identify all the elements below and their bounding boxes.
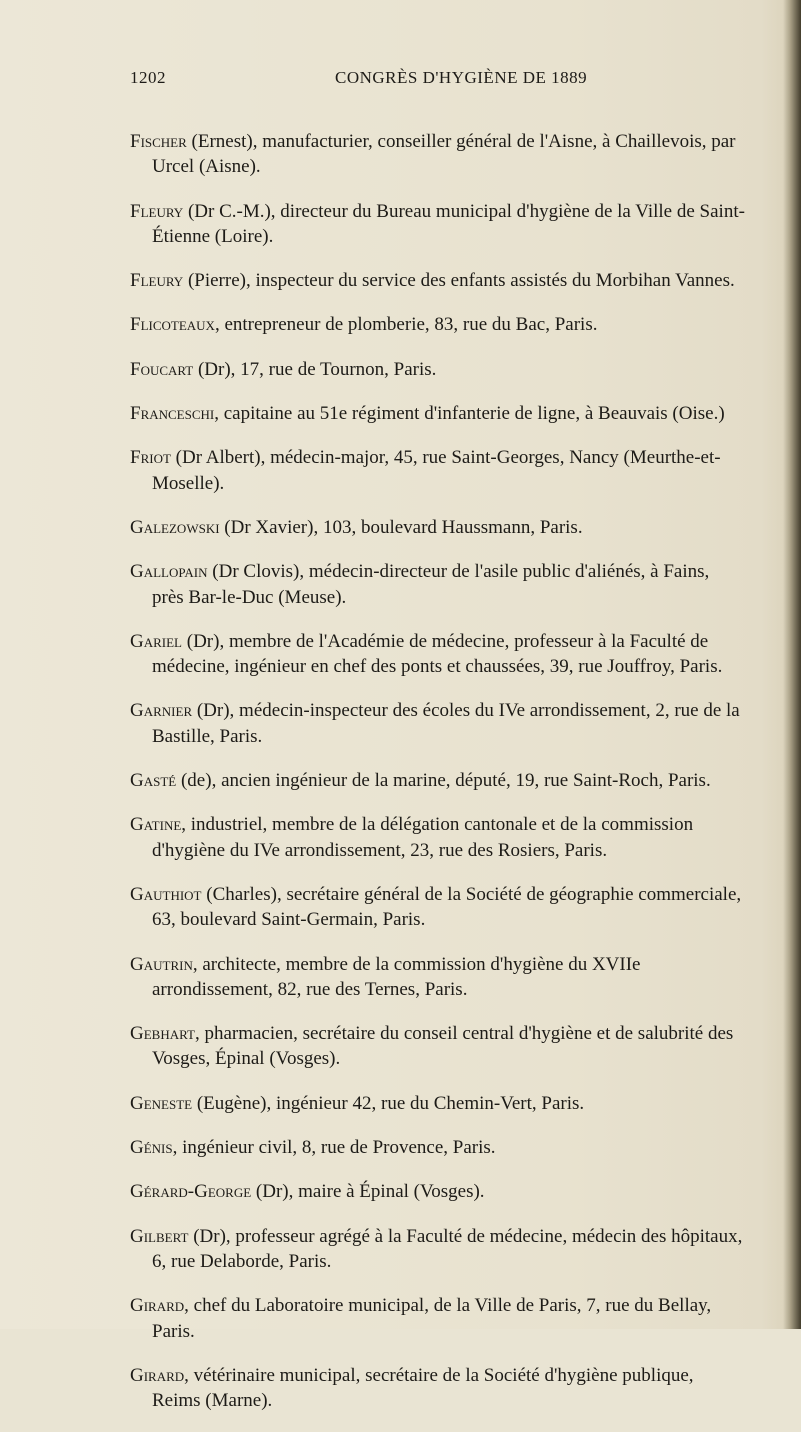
list-item <box>130 1179 745 1204</box>
list-item <box>130 312 745 337</box>
member-details: (Dr), maire à Épinal (Vosges). <box>251 1181 485 1203</box>
member-name: Gauthiot <box>130 883 202 905</box>
member-name: Fleury <box>130 200 184 222</box>
member-name: Geneste <box>130 1092 193 1114</box>
list-item <box>130 559 745 610</box>
list-item <box>130 1021 745 1072</box>
member-name: Génis <box>130 1137 173 1159</box>
member-details: , pharmacien, secrétaire du conseil central d'hygiène et de salubrité des Vosges, Épinal (Vosges). <box>152 1023 734 1070</box>
member-name: Gasté <box>130 770 177 792</box>
member-name: Franceschi <box>130 403 215 425</box>
list-item <box>130 812 745 863</box>
member-details: , vétérinaire municipal, secrétaire de la Société d'hygiène publique, Reims (Marne). <box>152 1364 694 1412</box>
member-details: (de), ancien ingénieur de la marine, député, 19, rue Saint-Roch, Paris. <box>176 770 711 792</box>
member-details: , ingénieur civil, 8, rue de Provence, Paris. <box>172 1137 496 1159</box>
member-name: Girard <box>130 1364 185 1386</box>
list-item <box>130 698 745 749</box>
list-item <box>130 1135 745 1160</box>
member-details: (Ernest), manufacturier, conseiller général de l'Aisne, à Chaillevois, par Urcel (Aisne). <box>152 131 736 178</box>
list-item <box>130 199 745 250</box>
list-item <box>130 1224 745 1275</box>
list-item <box>130 515 745 540</box>
member-details: , industriel, membre de la délégation cantonale et de la commission d'hygiène du IVe arrondissement, 23, rue des Rosiers, Paris. <box>152 814 694 861</box>
member-details: , chef du Laboratoire municipal, de la Ville de Paris, 7, rue du Bellay, Paris. <box>152 1295 712 1342</box>
member-details: (Dr), 17, rue de Tournon, Paris. <box>193 358 437 380</box>
member-name: Friot <box>130 447 171 469</box>
member-details: (Eugène), ingénieur 42, rue du Chemin-Vert, Paris. <box>192 1092 585 1114</box>
running-title: CONGRÈS D'HYGIÈNE DE 1889 <box>335 68 588 87</box>
member-list <box>130 110 745 1432</box>
member-details: , architecte, membre de la commission d'hygiène du XVIIe arrondissement, 82, rue des Ternes, Paris. <box>152 953 641 1000</box>
member-details: (Dr Albert), médecin-major, 45, rue Saint-Georges, Nancy (Meurthe-et-Moselle). <box>152 447 721 494</box>
member-details: (Dr Clovis), médecin-directeur de l'asile public d'aliénés, à Fains, près Bar-le-Duc (Meuse). <box>152 561 710 608</box>
member-name: Gallopain <box>130 561 208 583</box>
list-item <box>130 357 745 382</box>
member-name: Gariel <box>130 630 182 652</box>
list-item <box>130 952 745 1003</box>
member-details: (Dr), professeur agrégé à la Faculté de médecine, médecin des hôpitaux, 6, rue Delaborde, Paris. <box>152 1225 743 1272</box>
member-name: Fleury <box>130 270 184 292</box>
member-name: Galezowski <box>130 516 220 538</box>
list-item <box>130 129 745 180</box>
member-name: Foucart <box>130 358 194 380</box>
member-details: (Dr C.-M.), directeur du Bureau municipal d'hygiène de la Ville de Saint-Étienne (Loire). <box>152 200 745 247</box>
list-item <box>130 1091 745 1116</box>
page-number: 1202 <box>130 68 166 87</box>
member-details: , entrepreneur de plomberie, 83, rue du Bac, Paris. <box>214 314 598 336</box>
list-item <box>130 1293 745 1344</box>
member-name: Gilbert <box>130 1225 189 1247</box>
list-item <box>130 1363 745 1414</box>
member-details: (Dr Xavier), 103, boulevard Haussmann, Paris. <box>219 516 583 538</box>
member-name: Girard <box>130 1295 185 1317</box>
member-name: Gérard-George <box>130 1181 252 1203</box>
member-name: Gautrin <box>130 953 193 975</box>
list-item <box>130 768 745 793</box>
member-details: (Dr), médecin-inspecteur des écoles du IVe arrondissement, 2, rue de la Bastille, Paris. <box>152 700 740 747</box>
member-name: Gebhart <box>130 1023 195 1045</box>
list-item <box>130 629 745 680</box>
member-name: Gatine <box>130 814 182 836</box>
page-header <box>130 68 730 92</box>
member-details: (Pierre), inspecteur du service des enfants assistés du Morbihan Vannes. <box>183 270 735 292</box>
list-item <box>130 882 745 933</box>
list-item <box>130 445 745 496</box>
member-name: Fischer <box>130 131 187 152</box>
member-name: Garnier <box>130 700 193 722</box>
member-details: (Dr), membre de l'Académie de médecine, professeur à la Faculté de médecine, ingénieur en chef des ponts et chaussées, 39, rue Jouffroy, Paris. <box>152 630 723 678</box>
member-details: (Charles), secrétaire général de la Société de géographie commerciale, 63, boulevard Saint-Germain, Paris. <box>152 883 742 931</box>
page-edge-shadow <box>783 0 801 1329</box>
list-item <box>130 268 745 293</box>
member-name: Flicoteaux <box>130 314 215 336</box>
list-item <box>130 401 745 426</box>
member-details: , capitaine au 51e régiment d'infanterie de ligne, à Beauvais (Oise.) <box>214 403 725 425</box>
